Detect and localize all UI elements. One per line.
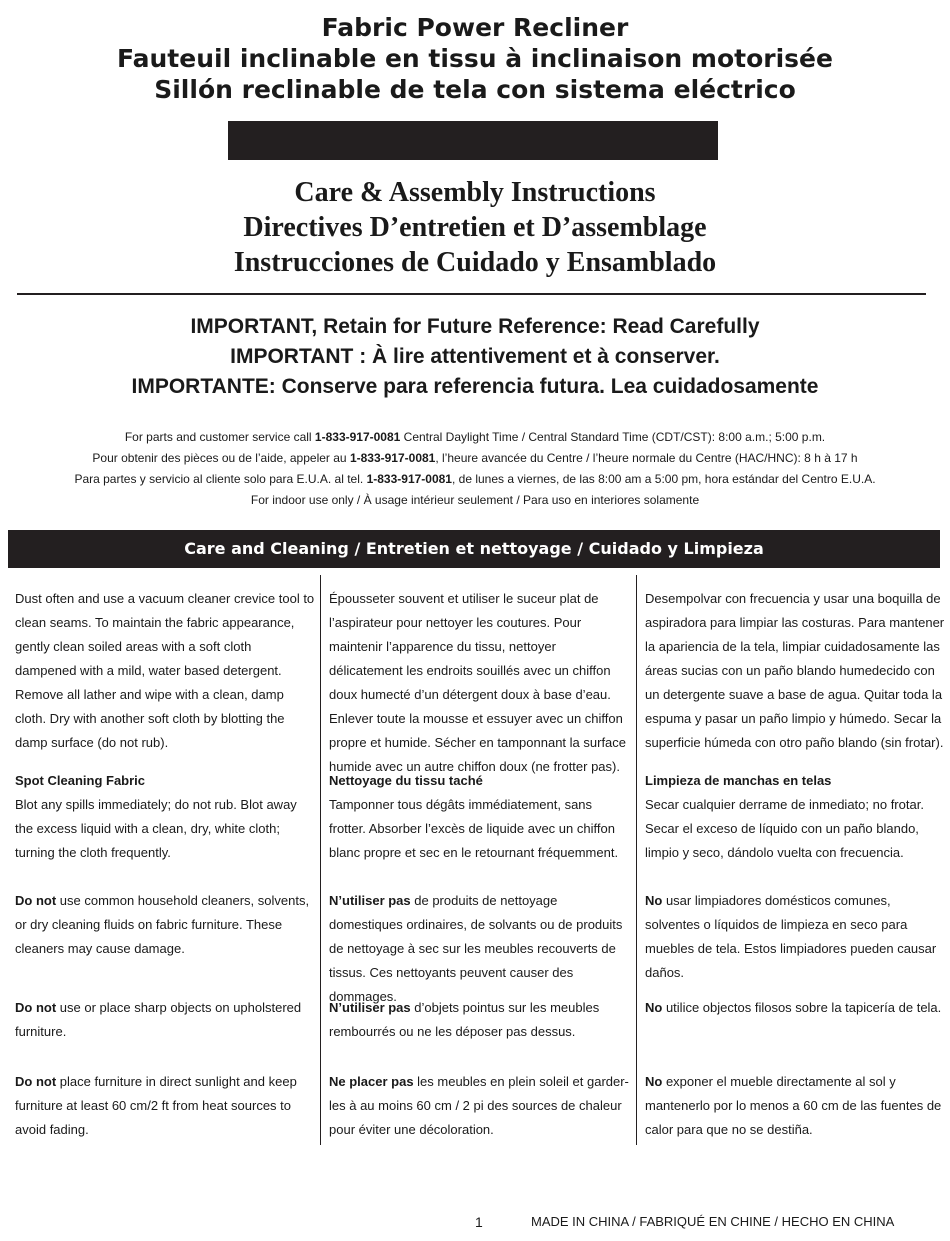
care-title-fr: Directives D’entretien et D’assemblage	[243, 212, 707, 243]
indoor-use-note: For indoor use only / À usage intérieur seulement / Para uso en interiores solamente	[250, 493, 700, 507]
warning-cleaners: Do not use common household cleaners, solvents, or dry cleaning fluids on fabric furniture. These cleaners may cause damage.	[15, 893, 310, 956]
column-divider	[320, 575, 321, 1145]
product-title-fr: Fauteuil inclinable en tissu à inclinaison motorisée	[117, 44, 833, 73]
warning-sharp-objects: N’utiliser pas d’objets pointus sur les meubles rembourrés ou ne les déposer pas dessus.	[329, 1000, 600, 1039]
product-titles	[0, 12, 950, 105]
warning-sharp-objects: Do not use or place sharp objects on upholstered furniture.	[15, 1000, 302, 1039]
phone-number: 1-833-917-0081	[349, 451, 436, 465]
dust-paragraph: Épousseter souvent et utiliser le suceur plat de l’aspirateur pour nettoyer les coutures. Pour maintenir l’apparence du tissu, nettoyer délicatement les endroits souillés avec un chiffon doux humecté d’un détergent doux à base d’eau. Enlever toute la mousse et essuyer avec un chiffon propre et humide. Sécher en tamponnant la surface humide avec un autre chiffon doux (ne frotter pas).	[329, 591, 627, 774]
dust-paragraph: Dust often and use a vacuum cleaner crevice tool to clean seams. To maintain the fabric appearance, gently clean soiled areas with a soft cloth dampened with a mild, water based detergent. Remove all lather and wipe with a clean, damp cloth. Dry with another soft cloth by blotting the damp surface (do not rub).	[15, 591, 315, 750]
warning-sunlight: Ne placer pas les meubles en plein soleil et garder-les à au moins 60 cm / 2 pi des sources de chaleur pour éviter une décoloration.	[329, 1074, 629, 1137]
horizontal-divider	[17, 293, 926, 295]
warning-sunlight: No exponer el mueble directamente al sol y mantenerlo por lo menos a 60 cm de las fuentes de calor para que no se destiña.	[645, 1074, 942, 1137]
contact-en: For parts and customer service call 1-833-917-0081 Central Daylight Time / Central Standard Time (CDT/CST): 8:00 a.m.; 5:00 p.m.	[124, 430, 826, 444]
warning-cleaners: N’utiliser pas de produits de nettoyage domestiques ordinaires, de solvants ou de produits de nettoyage à sec sur les meubles recouverts de tissus. Ces nettoyants peuvent causer des dommages.	[329, 893, 623, 1004]
product-title-en: Fabric Power Recliner	[321, 13, 629, 42]
care-title-es: Instrucciones de Cuidado y Ensamblado	[233, 247, 717, 278]
page-number: 1	[475, 1214, 483, 1230]
important-fr: IMPORTANT : À lire attentivement et à conserver.	[230, 345, 720, 368]
spot-cleaning-heading: Nettoyage du tissu taché	[329, 773, 483, 788]
warning-cleaners: No usar limpiadores domésticos comunes, solventes o líquidos de limpieza en seco para muebles de tela. Estos limpiadores pueden causar daños.	[645, 893, 937, 980]
care-titles	[0, 175, 950, 280]
warning-sharp-objects: No utilice objectos filosos sobre la tapicería de tela.	[645, 1000, 942, 1015]
column-divider	[636, 575, 637, 1145]
important-es: IMPORTANTE: Conserve para referencia futura. Lea cuidadosamente	[131, 375, 819, 398]
important-notice	[0, 312, 950, 402]
section-header: Care and Cleaning / Entretien et nettoyage / Cuidado y Limpieza	[8, 530, 940, 568]
dust-paragraph: Desempolvar con frecuencia y usar una boquilla de aspiradora para limpiar las costuras. Para mantener la apariencia de la tela, limpiar cuidadosamente las áreas sucias con un paño blando humedecido con un detergente suave a base de agua. Quitar toda la espuma y pasar un paño limpio y húmedo. Secar la superficie húmeda con otro paño blando (sin frotar).	[645, 591, 945, 750]
model-number-redaction-bar	[228, 121, 718, 160]
contact-info	[0, 427, 950, 511]
spot-cleaning-section	[329, 769, 631, 865]
made-in-label: MADE IN CHINA / FABRIQUÉ EN CHINE / HECHO EN CHINA	[531, 1214, 895, 1229]
product-title-es: Sillón reclinable de tela con sistema eléctrico	[154, 75, 796, 104]
spot-cleaning-heading: Spot Cleaning Fabric	[15, 773, 146, 788]
spot-cleaning-text: Blot any spills immediately; do not rub. Blot away the excess liquid with a clean, dry, white cloth; turning the cloth frequently.	[15, 797, 297, 860]
spot-cleaning-text: Secar cualquier derrame de inmediato; no frotar. Secar el exceso de líquido con un paño blando, limpio y seco, dándolo vuelta con frecuencia.	[645, 797, 924, 860]
phone-number: 1-833-917-0081	[366, 472, 452, 486]
important-en: IMPORTANT, Retain for Future Reference: Read Carefully	[190, 315, 760, 338]
spot-cleaning-section	[15, 769, 315, 865]
spot-cleaning-section	[645, 769, 945, 865]
spot-cleaning-text: Tamponner tous dégâts immédiatement, sans frotter. Absorber l’excès de liquide avec un chiffon blanc propre et sec en le retournant fréquemment.	[329, 797, 619, 860]
phone-number: 1-833-917-0081	[314, 430, 401, 444]
warning-sunlight: Do not place furniture in direct sunlight and keep furniture at least 60 cm/2 ft from heat sources to avoid fading.	[15, 1074, 297, 1137]
spot-cleaning-heading: Limpieza de manchas en telas	[645, 773, 832, 788]
contact-es: Para partes y servicio al cliente solo para E.U.A. al tel. 1-833-917-0081, de lunes a viernes, de las 8:00 am a 5:00 pm, hora estándar del Centro E.U.A.	[74, 472, 876, 486]
care-title-en: Care & Assembly Instructions	[294, 177, 656, 208]
contact-fr: Pour obtenir des pièces ou de l’aide, appeler au 1-833-917-0081, l’heure avancée du Centre / l’heure normale du Centre (HAC/HNC): 8 h à 17 h	[92, 451, 858, 465]
